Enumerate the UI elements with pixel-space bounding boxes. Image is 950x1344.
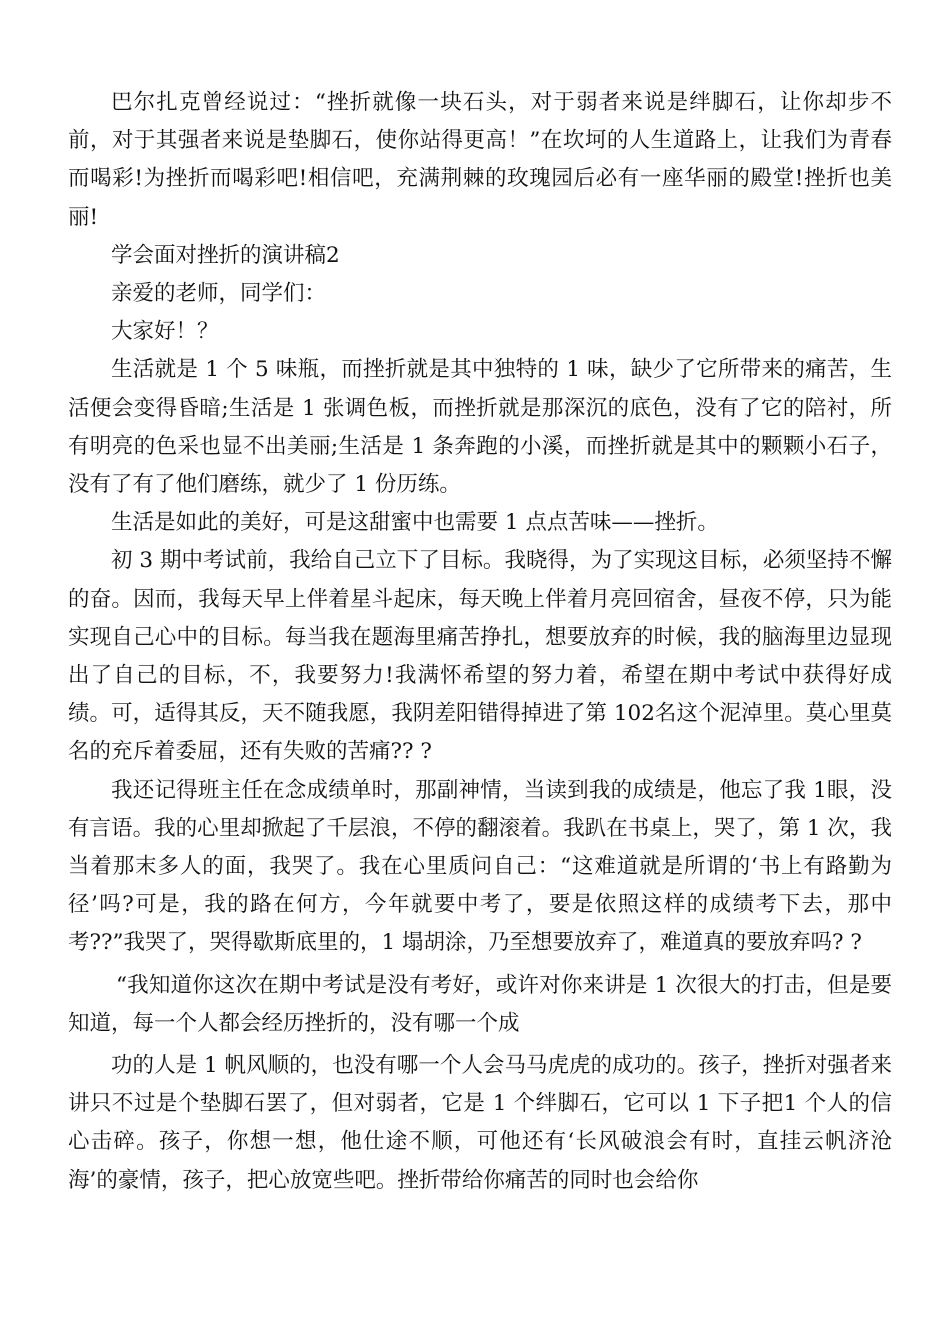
paragraph-balzac-quote: 巴尔扎克曾经说过：“挫折就像一块石头，对于弱者来说是绊脚石，让你却步不前，对于其强者来说是垫脚石，使你站得更高！”在坎坷的人生道路上，让我们为青春而喝彩!为挫折而喝彩吧!相信吧，充满荆棘的玫瑰园后必有一座华丽的殿堂!挫折也美丽! xyxy=(68,90,892,230)
paragraph-life-metaphor: 生活就是 1 个 5 味瓶，而挫折就是其中独特的 1 味，缺少了它所带来的痛苦，生活便会变得昏暗;生活是 1 张调色板，而挫折就是那深沉的底色，没有了它的陪衬，所有明亮的色采也显不出美丽;生活是 1 条奔跑的小溪，而挫折就是其中的颗颗小石子，没有了有了他们磨练，就少了 1 份历练。 xyxy=(68,357,892,498)
paragraph-teacher-advice: “我知道你这次在期中考试是没有考好，或许对你来讲是 1 次很大的打击，但是要知道，每一个人都会经历挫折的，没有哪一个成 xyxy=(68,972,892,1036)
document-body xyxy=(68,84,892,1200)
paragraph-teacher-reaction: 我还记得班主任在念成绩单时，那副神情，当读到我的成绩是，他忘了我 1眼，没有言语。我的心里却掀起了千层浪，不停的翻滚着。我趴在书桌上，哭了，第 1 次，我当着那末多人的面，我哭了。我在心里质问自己：“这难道就是所谓的‘书上有路勤为径’吗?可是，我的路在何方，今年就要中考了，要是依照这样的成绩考下去，那中考??”我哭了，哭得歇斯底里的，1 塌胡涂，乃至想要放弃了，难道真的要放弃吗? ? xyxy=(68,777,892,956)
speech-title: 学会面对挫折的演讲稿2 xyxy=(111,242,340,268)
paragraph-midterm-goal: 初 3 期中考试前，我给自己立下了目标。我晓得，为了实现这目标，必须坚持不懈的奋。因而，我每天早上伴着星斗起床，每天晚上伴着月亮回宿舍，昼夜不停，只为能实现自己心中的目标。每当我在题海里痛苦挣扎，想要放弃的时候，我的脑海里边显现出了自己的目标，不，我要努力!我满怀希望的努力着，希望在期中考试中获得好成绩。可，适得其反，天不随我愿，我阴差阳错得掉进了第 102名这个泥淖里。莫心里莫名的充斥着委屈，还有失败的苦痛?? ? xyxy=(68,548,892,765)
paragraph-success-continuation: 功的人是 1 帆风顺的，也没有哪一个人会马马虎虎的成功的。孩子，挫折对强者来讲只不过是个垫脚石罢了，但对弱者，它是 1 个绊脚石，它可以 1 下子把1 个人的信心击碎。孩子，你想一想，他仕途不顺，可他还有‘长风破浪会有时，直挂云帆济沧海’的豪情，孩子，把心放宽些吧。挫折带给你痛苦的同时也会给你 xyxy=(68,1053,892,1193)
greeting: 大家好！？ xyxy=(111,319,219,345)
salutation: 亲爱的老师，同学们： xyxy=(111,281,327,307)
paragraph-bitter-taste: 生活是如此的美好，可是这甜蜜中也需要 1 点点苦味——挫折。 xyxy=(111,510,719,536)
